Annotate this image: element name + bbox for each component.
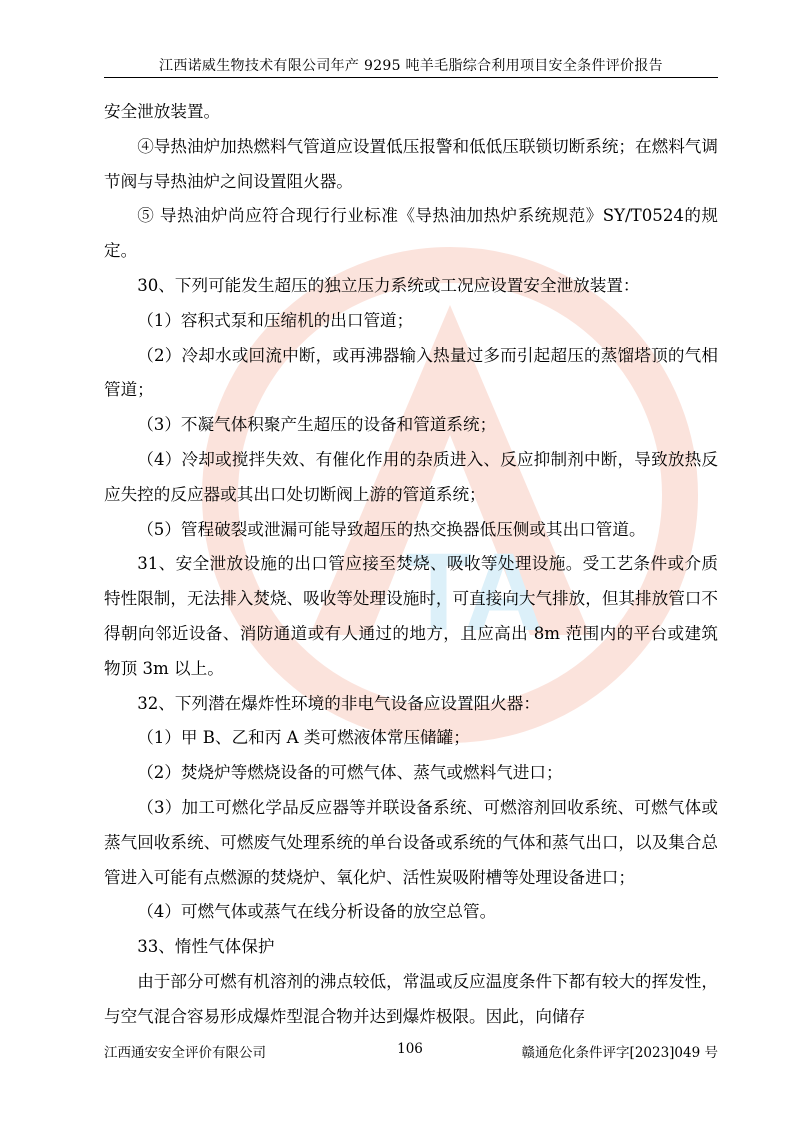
paragraph: ④导热油炉加热燃料气管道应设置低压报警和低低压联锁切断系统；在燃料气调节阀与导热油炉之间设置阻火器。 (104, 136, 718, 191)
document-body (104, 95, 718, 1035)
list-item: （2）焚烧炉等燃烧设备的可燃气体、蒸气或燃料气进口； (137, 763, 563, 783)
footer-doc-number: 赣通危化条件评字[2023]049 号 (521, 1045, 718, 1061)
list-item: （1）容积式泵和压缩机的出口管道； (137, 310, 414, 330)
paragraph: 32、下列潜在爆炸性环境的非电气设备应设置阻火器： (137, 693, 540, 713)
header-title: 江西诺威生物技术有限公司年产 9295 吨羊毛脂综合利用项目安全条件评价报告 (159, 58, 663, 74)
footer-company: 江西通安安全评价有限公司 (104, 1045, 266, 1061)
list-item: （4）可燃气体或蒸气在线分析设备的放空总管。 (137, 902, 497, 922)
header-rule (104, 77, 718, 78)
section-heading: 33、惰性气体保护 (137, 937, 275, 957)
page-number: 106 (397, 1041, 423, 1057)
paragraph: ⑤ 导热油炉尚应符合现行行业标准《导热油加热炉系统规范》SY/T0524的规定。 (104, 206, 718, 261)
list-item: （2）冷却水或回流中断，或再沸器输入热量过多而引起超压的蒸馏塔顶的气相管道； (104, 345, 718, 400)
svg-text:TA: TA (405, 531, 544, 654)
list-item: （3）加工可燃化学品反应器等并联设备系统、可燃溶剂回收系统、可燃气体或蒸气回收系统、可燃废气处理系统的单台设备或系统的气体和蒸气出口，以及集合总管进入可能有点燃源的焚烧炉、氧化炉、活性炭吸附槽等处理设备进口； (104, 797, 718, 887)
paragraph: 31、安全泄放设施的出口管应接至焚烧、吸收等处理设施。受工艺条件或介质特性限制，无法排入焚烧、吸收等处理设施时，可直接向大气排放，但其排放管口不得朝向邻近设备、消防通道或有人通过的地方，且应高出 8m 范围内的平台或建筑物顶 3m 以上。 (104, 554, 718, 678)
list-item: （5）管程破裂或泄漏可能导致超压的热交换器低压侧或其出口管道。 (137, 519, 646, 539)
list-item: （4）冷却或搅拌失效、有催化作用的杂质进入、反应抑制剂中断，导致放热反应失控的反应器或其出口处切断阀上游的管道系统； (104, 449, 718, 504)
paragraph: 30、下列可能发生超压的独立压力系统或工况应设置安全泄放装置： (137, 275, 640, 295)
list-item: （1）甲 B、乙和丙 A 类可燃液体常压储罐； (137, 728, 470, 748)
paragraph: 安全泄放装置。 (104, 102, 221, 121)
list-item: （3）不凝气体积聚产生超压的设备和管道系统； (137, 415, 497, 435)
paragraph: 由于部分可燃有机溶剂的沸点较低，常温或反应温度条件下都有较大的挥发性，与空气混合容易形成爆炸型混合物并达到爆炸极限。因此，向储存 (104, 971, 718, 1026)
